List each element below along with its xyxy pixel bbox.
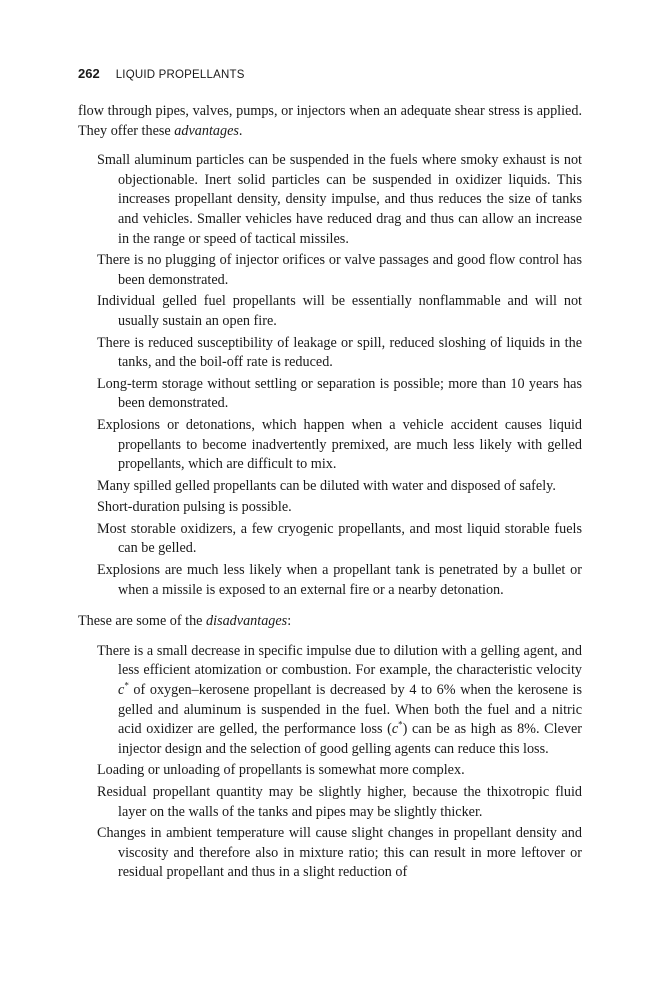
intro-text: flow through pipes, valves, pumps, or injectors when an adequate shear stress is applied. They offer these <box>78 103 582 139</box>
advantage-item: Most storable oxidizers, a few cryogenic propellants, and most liquid storable fuels can be gelled. <box>97 520 582 557</box>
disadvantage-text: There is a small decrease in specific impulse due to dilution with a gelling agent, and less efficient atomization or combustion. For example, the characteristic velocity <box>97 642 582 679</box>
disadvantage-text: of oxygen–kerosene propellant is decreased by 4 to 6% when the kerosene is gelled and aluminum is suspended in the fuel. When both the fuel and a nitric acid oxidizer are gelled, the performance loss ( <box>118 682 582 738</box>
page-number: 262 <box>78 66 100 81</box>
advantage-item: Many spilled gelled propellants can be diluted with water and disposed of safely. <box>97 477 556 494</box>
disadvantages-intro-text: These are some of the <box>78 613 207 630</box>
advantage-item: There is no plugging of injector orifices or valve passages and good flow control has been demonstrated. <box>97 252 582 288</box>
advantage-item: Explosions are much less likely when a propellant tank is penetrated by a bullet or when a missile is exposed to an external fire or a nearby detonation. <box>97 562 582 598</box>
disadvantage-item <box>78 642 582 760</box>
velocity-symbol: c <box>391 721 399 738</box>
disadvantages-term: disadvantages <box>206 613 288 630</box>
advantage-item: Small aluminum particles can be suspended in the fuels where smoky exhaust is not objectionable. Inert solid particles can be suspended in oxidizer liquids. This increases propellant density, density impulse, and thus reduces the size of tanks and vehicles. Smaller vehicles have reduced drag and thus can allow an increase in the range or speed of tactical missiles. <box>97 152 582 247</box>
velocity-star: * <box>124 680 129 691</box>
advantages-term: advantages <box>174 122 239 139</box>
disadvantage-item: Residual propellant quantity may be slightly higher, because the thixotropic fluid layer on the walls of the tanks and pipes may be slightly thicker. <box>97 784 582 820</box>
disadvantage-item: Changes in ambient temperature will cause slight changes in propellant density and viscosity and therefore also in mixture ratio; this can result in more leftover or residual propellant and thus in a slight reduction of <box>97 825 582 881</box>
velocity-symbol: c <box>118 682 125 699</box>
section-title: LIQUID PROPELLANTS <box>115 69 245 81</box>
advantage-item: Explosions or detonations, which happen when a vehicle accident causes liquid propellants to become inadvertently premixed, are much less likely with gelled propellants, which are difficult to mix. <box>97 416 582 473</box>
velocity-star: * <box>398 719 403 730</box>
disadvantages-intro <box>78 612 582 632</box>
disadvantage-item: Loading or unloading of propellants is somewhat more complex. <box>97 762 465 779</box>
advantage-item: There is reduced susceptibility of leakage or spill, reduced sloshing of liquids in the tanks, and the boil-off rate is reduced. <box>97 334 582 371</box>
disadvantages-intro-end: : <box>287 613 292 630</box>
running-head <box>78 66 582 86</box>
disadvantages-list <box>78 642 582 883</box>
body-text <box>78 102 582 883</box>
advantage-item: Short-duration pulsing is possible. <box>97 499 292 516</box>
intro-paragraph <box>78 102 582 141</box>
advantages-list <box>78 151 582 600</box>
advantage-item: Long-term storage without settling or separation is possible; more than 10 years has been demonstrated. <box>97 375 582 412</box>
intro-end: . <box>238 122 243 139</box>
disadvantage-text: ) can be as high as 8%. Clever injector design and the selection of good gelling agents can reduce this loss. <box>118 721 582 757</box>
advantage-item: Individual gelled fuel propellants will be essentially nonflammable and will not usually sustain an open fire. <box>97 293 582 329</box>
book-page <box>78 66 582 895</box>
